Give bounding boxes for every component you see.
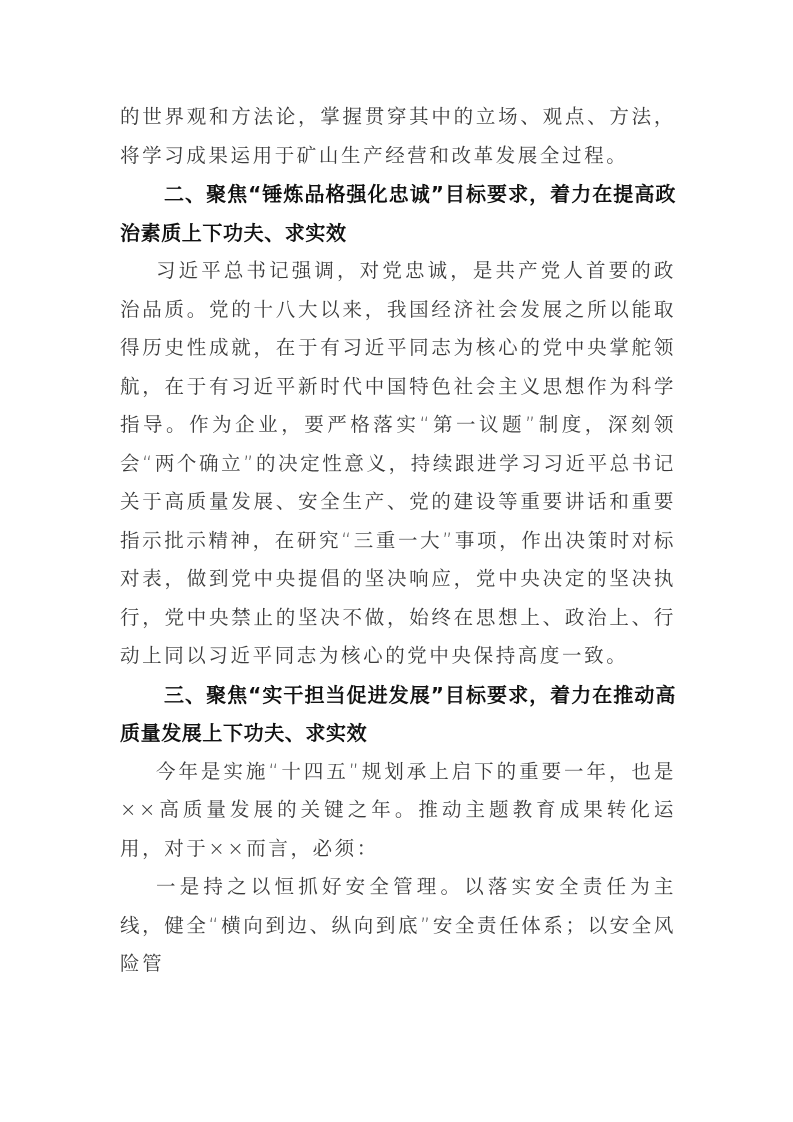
- document-page: [120, 98, 676, 984]
- paragraph-safety-management: 一是持之以恒抓好安全管理。以落实安全责任为主线，健全“横向到边、纵向到底”安全责任体系；以安全风险管: [120, 875, 676, 975]
- paragraph-loyalty: 习近平总书记强调，对党忠诚，是共产党人首要的政治品质。党的十八大以来，我国经济社会发展之所以能取得历史性成就，在于有习近平同志为核心的党中央掌舵领航，在于有习近平新时代中国特色社会主义思想作为科学指导。作为企业，要严格落实“第一议题”制度，深刻领会“两个确立”的决定性意义，持续跟进学习习近平总书记关于高质量发展、安全生产、党的建设等重要讲话和重要指示批示精神，在研究“三重一大”事项，作出决策时对标对表，做到党中央提倡的坚决响应，党中央决定的坚决执行，党中央禁止的坚决不做，始终在思想上、政治上、行动上同以习近平同志为核心的党中央保持高度一致。: [120, 259, 676, 667]
- section-heading-2: 二、聚焦“锤炼品格强化忠诚”目标要求，着力在提高政治素质上下功夫、求实效: [120, 182, 676, 245]
- paragraph-development-intro: 今年是实施“十四五”规划承上启下的重要一年，也是××高质量发展的关键之年。推动主题教育成果转化运用，对于××而言，必须：: [120, 759, 676, 860]
- section-heading-3: 三、聚焦“实干担当促进发展”目标要求，着力在推动高质量发展上下功夫、求实效: [120, 682, 676, 745]
- paragraph-continuation: 的世界观和方法论，掌握贯穿其中的立场、观点、方法，将学习成果运用于矿山生产经营和改革发展全过程。: [120, 105, 676, 167]
